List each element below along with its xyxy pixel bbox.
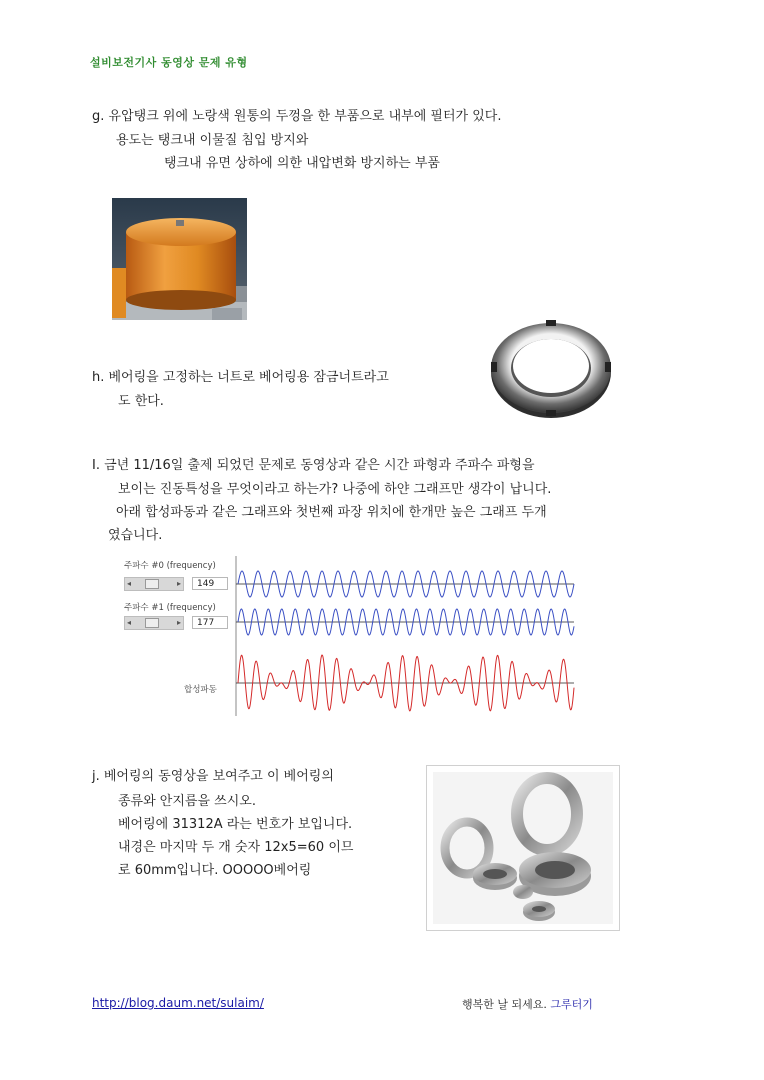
section-i-line4: 였습니다. <box>108 528 163 543</box>
footer-author: 그루터기 <box>550 998 593 1011</box>
air-breather-photo <box>112 198 247 320</box>
footer-signoff <box>462 996 593 1012</box>
freq0-slider[interactable] <box>124 577 184 591</box>
section-j-line5: 로 60mm입니다. OOOOO베어링 <box>118 863 312 878</box>
wave-plot <box>234 556 580 716</box>
section-j-line3: 베어링에 31312A 라는 번호가 보입니다. <box>118 817 353 832</box>
section-h-line2: 도 한다. <box>118 394 164 409</box>
section-h-line1: h. 베어링을 고정하는 너트로 베어링용 잠금너트라고 <box>92 370 389 385</box>
freq0-label: 주파수 #0 (frequency) <box>124 561 216 571</box>
footer-greeting: 행복한 날 되세요. <box>462 998 551 1011</box>
section-i-line2: 보이는 진동특성을 무엇이라고 하는가? 나중에 하얀 그래프만 생각이 납니다. <box>118 482 552 497</box>
slider-left-arrow-icon[interactable]: ◂ <box>127 579 132 588</box>
slider-right-arrow-icon[interactable]: ▸ <box>176 579 181 588</box>
section-j-line1: j. 베어링의 동영상을 보여주고 이 베어링의 <box>92 769 334 784</box>
tapered-bearing-photo <box>426 765 620 931</box>
slider-thumb[interactable] <box>145 618 159 628</box>
section-i-line1: I. 금년 11/16일 출제 되었던 문제로 동영상과 같은 시간 파형과 주파수 파형을 <box>92 458 535 473</box>
section-g-line1: g. 유압탱크 위에 노랑색 원통의 두껑을 한 부품으로 내부에 필터가 있다. <box>92 109 502 124</box>
freq0-value-field[interactable]: 149 <box>192 577 228 590</box>
blog-link[interactable]: http://blog.daum.net/sulaim/ <box>92 996 264 1010</box>
page-header: 설비보전기사 동영상 문제 유형 <box>90 56 248 69</box>
section-g-line3: 탱크내 유면 상하에 의한 내압변화 방지하는 부품 <box>164 156 440 171</box>
section-j-line2: 종류와 안지름을 쓰시오. <box>118 794 256 809</box>
combined-wave-label: 합성파동 <box>184 685 217 695</box>
section-i-line3: 아래 합성파동과 같은 그래프와 첫번째 파장 위치에 한개만 높은 그래프 두개 <box>116 505 547 520</box>
slider-left-arrow-icon[interactable]: ◂ <box>127 618 132 627</box>
freq1-label: 주파수 #1 (frequency) <box>124 603 216 613</box>
freq1-slider[interactable] <box>124 616 184 630</box>
section-g-line2: 용도는 탱크내 이물질 침입 방지와 <box>116 133 309 148</box>
lock-nut-photo <box>488 316 614 422</box>
section-j-line4: 내경은 마지막 두 개 숫자 12x5=60 이므 <box>118 840 354 855</box>
freq1-value-field[interactable]: 177 <box>192 616 228 629</box>
slider-right-arrow-icon[interactable]: ▸ <box>176 618 181 627</box>
slider-thumb[interactable] <box>145 579 159 589</box>
waveform-figure <box>120 556 580 716</box>
